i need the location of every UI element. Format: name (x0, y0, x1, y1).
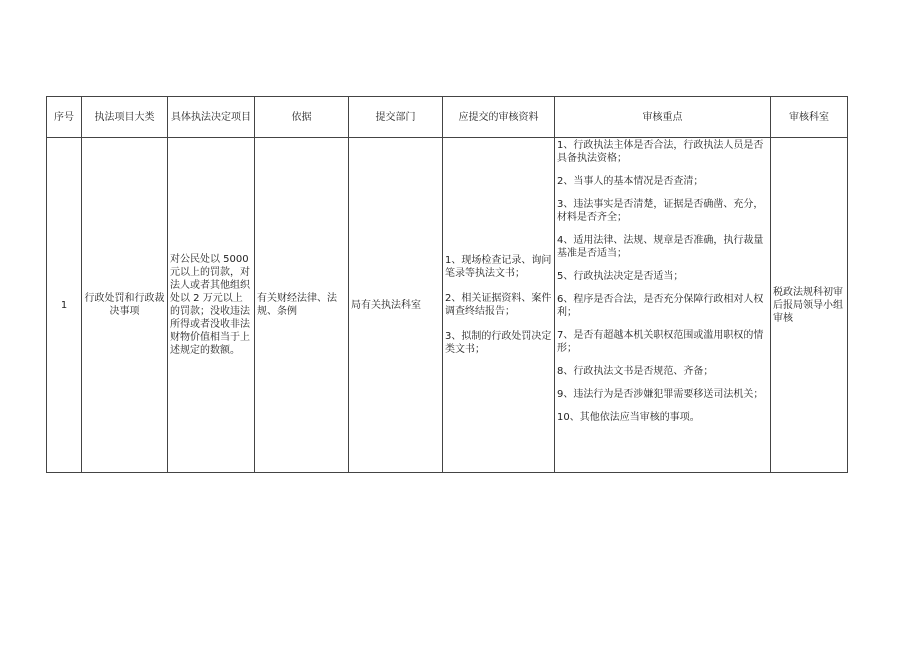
material-item: 2、相关证据资料、案件调查终结报告； (445, 293, 552, 317)
material-item: 3、拟制的行政处罚决定类文书； (445, 331, 552, 355)
focus-item: 5、行政执法决定是否适当； (557, 271, 684, 282)
cell-decision: 对公民处以 5000 元以上的罚款，对法人或者其他组织处以 2 万元以上的罚款；没收违法所得或者没收非法财物价值相当于上述规定的数额。 (168, 138, 255, 473)
cell-basis: 有关财经法律、法规、条例 (255, 138, 349, 473)
focus-item: 3、违法事实是否清楚，证据是否确凿、充分，材料是否齐全； (557, 199, 764, 223)
header-category: 执法项目大类 (82, 97, 168, 138)
audit-table (46, 96, 848, 473)
cell-category: 行政处罚和行政裁决事项 (82, 138, 168, 473)
cell-department: 局有关执法科室 (349, 138, 443, 473)
header-index: 序号 (47, 97, 82, 138)
focus-item: 8、行政执法文书是否规范、齐备； (557, 366, 714, 377)
focus-item: 4、适用法律、法规、规章是否准确，执行裁量基准是否适当； (557, 235, 764, 259)
cell-office: 税政法规科初审后报局领导小组审核 (771, 138, 848, 473)
focus-item: 2、当事人的基本情况是否查清； (557, 176, 704, 187)
header-focus: 审核重点 (555, 97, 771, 138)
cell-materials (443, 138, 555, 473)
cell-index: 1 (47, 138, 82, 473)
material-item: 1、现场检查记录、询问笔录等执法文书； (445, 255, 552, 279)
header-materials: 应提交的审核资料 (443, 97, 555, 138)
focus-item: 10、其他依法应当审核的事项。 (557, 412, 700, 423)
header-department: 提交部门 (349, 97, 443, 138)
header-office: 审核科室 (771, 97, 848, 138)
focus-item: 6、程序是否合法，是否充分保障行政相对人权利； (557, 294, 764, 318)
focus-item: 7、是否有超越本机关职权范围或滥用职权的情形； (557, 330, 764, 354)
header-decision: 具体执法决定项目 (168, 97, 255, 138)
cell-focus (555, 138, 771, 473)
header-row (47, 97, 848, 138)
focus-item: 9、违法行为是否涉嫌犯罪需要移送司法机关； (557, 389, 764, 400)
header-basis: 依据 (255, 97, 349, 138)
table-row (47, 138, 848, 473)
focus-item: 1、行政执法主体是否合法，行政执法人员是否具备执法资格； (557, 140, 764, 164)
